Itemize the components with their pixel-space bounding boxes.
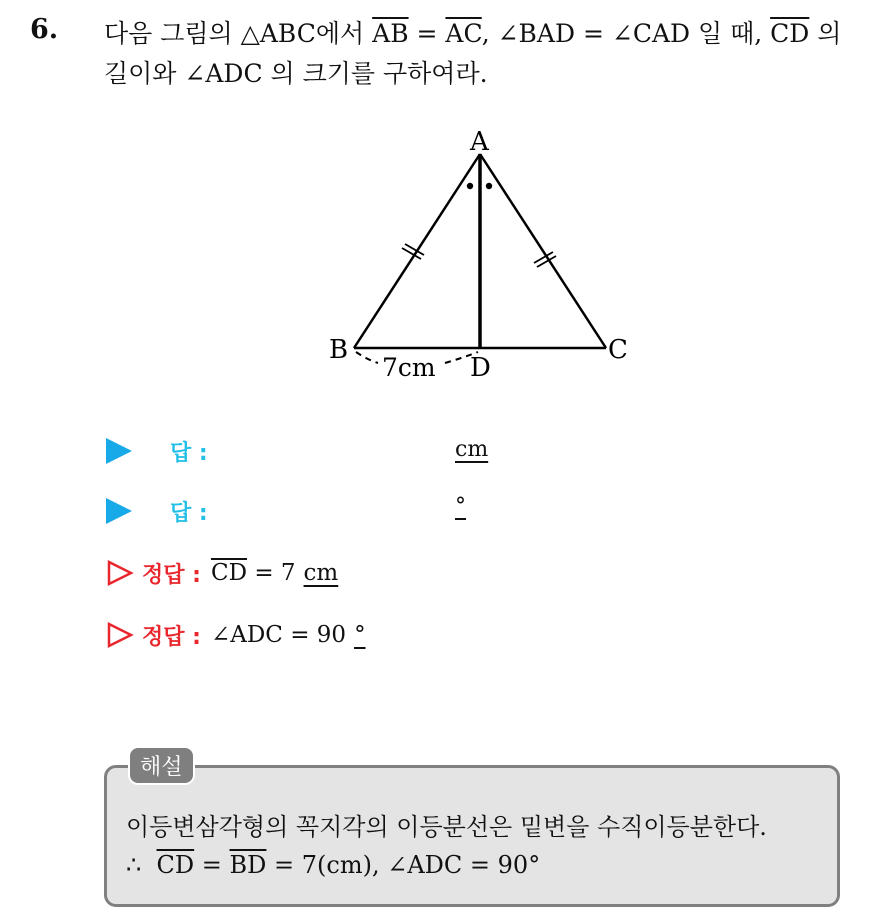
question-line-1 [104,14,874,54]
question-line-2: 길이와 ∠ADC 의 크기를 구하여라. [104,59,488,88]
correct-answer-row [106,553,338,593]
correct-answer-unit: cm [303,560,339,586]
dimension-line-bd [356,352,378,363]
length-label-bd: 7cm [382,353,436,382]
filled-triangle-right-icon [106,498,132,524]
correct-answer-row [106,615,366,655]
question-text-part: = [408,19,446,48]
segment-cd: $\overline{CD}$ [210,560,248,586]
explanation-text-part: = 7(cm), ∠ADC = 90° [266,851,541,879]
correct-answer-value [211,622,366,648]
outline-triangle-right-icon [106,621,134,649]
triangle-diagram [320,120,650,390]
segment-ac: $\overline{AC}$ [445,19,482,48]
triangle-figure [320,120,650,394]
answer-unit: cm [455,437,489,462]
vertex-label-b: B [329,335,349,365]
answer-label: 답 : [170,440,208,466]
question-text [104,14,874,94]
correct-answer-label: 정답 : [142,624,201,650]
correct-answer-value [211,560,338,586]
segment-cd: $\overline{CD}$ [770,19,810,48]
correct-answer-label: 정답 : [142,562,201,588]
angle-mark-dot [467,183,473,189]
side-ac [480,154,606,348]
question-number: 6. [30,14,59,45]
answer-row [106,431,208,471]
segment-bd: $\overline{BD}$ [229,851,267,879]
explanation-tag: 해설 [128,746,195,785]
outline-triangle-right-icon [106,559,134,587]
explanation-body [126,808,767,884]
question-text-part: , ∠BAD = ∠CAD 일 때, [481,19,771,48]
explanation-line-1: 이등변삼각형의 꼭지각의 이등분선은 밑변을 수직이등분한다. [126,813,767,841]
question-text-part: 의 [809,19,842,48]
filled-triangle-right-icon [106,438,132,464]
correct-answer-expression: = 7 [247,560,296,586]
correct-answer-expression: ∠ADC = 90 [210,622,347,648]
vertex-label-a: A [470,127,489,157]
angle-mark-dot [486,183,492,189]
vertex-label-c: C [608,335,628,365]
vertex-label-d: D [470,353,491,383]
answer-label: 답 : [170,500,208,526]
segment-cd: $\overline{CD}$ [156,851,195,879]
segment-ab: $\overline{AB}$ [372,19,409,48]
answer-row [106,491,208,531]
question-text-part: 다음 그림의 △ABC에서 [104,19,373,48]
explanation-text-part: = [194,851,230,879]
explanation-line-2 [126,846,767,884]
correct-answer-unit: ° [354,622,366,648]
answer-unit: ° [455,494,466,519]
therefore-symbol: ∴ [126,851,142,879]
